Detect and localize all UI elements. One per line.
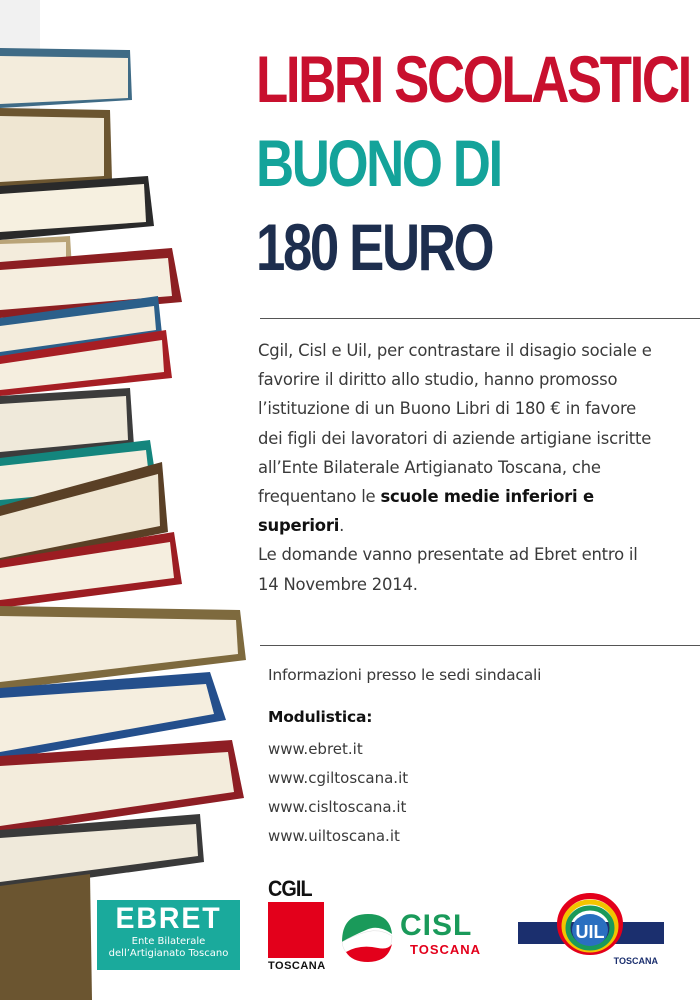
book-stack-image bbox=[0, 0, 260, 1000]
link-ebret[interactable]: www.ebret.it bbox=[268, 740, 363, 758]
school-level-emphasis-2: superiori bbox=[258, 516, 340, 536]
headline-line-3: 180 EURO bbox=[256, 210, 493, 284]
cgil-red-square bbox=[268, 902, 324, 958]
ebret-logo bbox=[97, 900, 240, 970]
cisl-flag-icon bbox=[338, 908, 396, 966]
modulistica-title: Modulistica: bbox=[268, 708, 373, 726]
svg-text:UIL: UIL bbox=[575, 922, 605, 942]
uil-logo-sub: TOSCANA bbox=[613, 956, 658, 966]
link-cisl[interactable]: www.cisltoscana.it bbox=[268, 798, 407, 816]
headline bbox=[256, 42, 696, 284]
cisl-logo-sub: TOSCANA bbox=[410, 942, 482, 957]
headline-line-1: LIBRI SCOLASTICI bbox=[256, 42, 690, 116]
body-paragraph bbox=[258, 336, 698, 599]
body-text: . bbox=[339, 516, 345, 536]
body-text: frequentano le bbox=[258, 487, 381, 507]
book-2 bbox=[0, 108, 112, 188]
book-16 bbox=[0, 874, 92, 1000]
cisl-logo-name: CISL bbox=[400, 909, 473, 942]
link-uil[interactable]: www.uiltoscana.it bbox=[268, 827, 400, 845]
uil-logo bbox=[518, 888, 664, 968]
divider-bottom bbox=[260, 645, 700, 646]
body-line bbox=[258, 511, 698, 540]
body-line: l’istituzione di un Buono Libri di 180 € in favore bbox=[258, 399, 637, 419]
deadline-date: 14 Novembre 2014. bbox=[258, 574, 418, 594]
school-level-emphasis: scuole medie inferiori e bbox=[380, 487, 594, 507]
body-line bbox=[258, 482, 698, 511]
ebret-logo-line1: Ente Bilaterale bbox=[131, 936, 206, 947]
cgil-logo-sub: TOSCANA bbox=[268, 960, 326, 972]
cgil-logo-name: CGIL bbox=[268, 876, 312, 901]
cisl-logo bbox=[338, 906, 498, 966]
body-line: favorire il diritto allo studio, hanno promosso bbox=[258, 370, 618, 390]
headline-line-2: BUONO DI bbox=[256, 126, 501, 200]
uil-emblem-icon bbox=[518, 888, 664, 958]
body-line: all’Ente Bilaterale Artigianato Toscana, che bbox=[258, 457, 601, 477]
modulistica-links bbox=[268, 735, 408, 851]
divider-top bbox=[260, 318, 700, 319]
cgil-logo bbox=[268, 878, 328, 972]
ebret-logo-name: EBRET bbox=[115, 902, 222, 935]
body-line: Cgil, Cisl e Uil, per contrastare il disagio sociale e bbox=[258, 341, 652, 360]
info-text: Informazioni presso le sedi sindacali bbox=[268, 666, 542, 684]
book-1 bbox=[0, 48, 132, 108]
link-cgil[interactable]: www.cgiltoscana.it bbox=[268, 769, 409, 787]
body-line: Le domande vanno presentate ad Ebret entro il bbox=[258, 545, 638, 565]
body-line: dei figli dei lavoratori di aziende artigiane iscritte bbox=[258, 428, 652, 448]
ebret-logo-line2: dell’Artigianato Toscano bbox=[108, 948, 229, 959]
